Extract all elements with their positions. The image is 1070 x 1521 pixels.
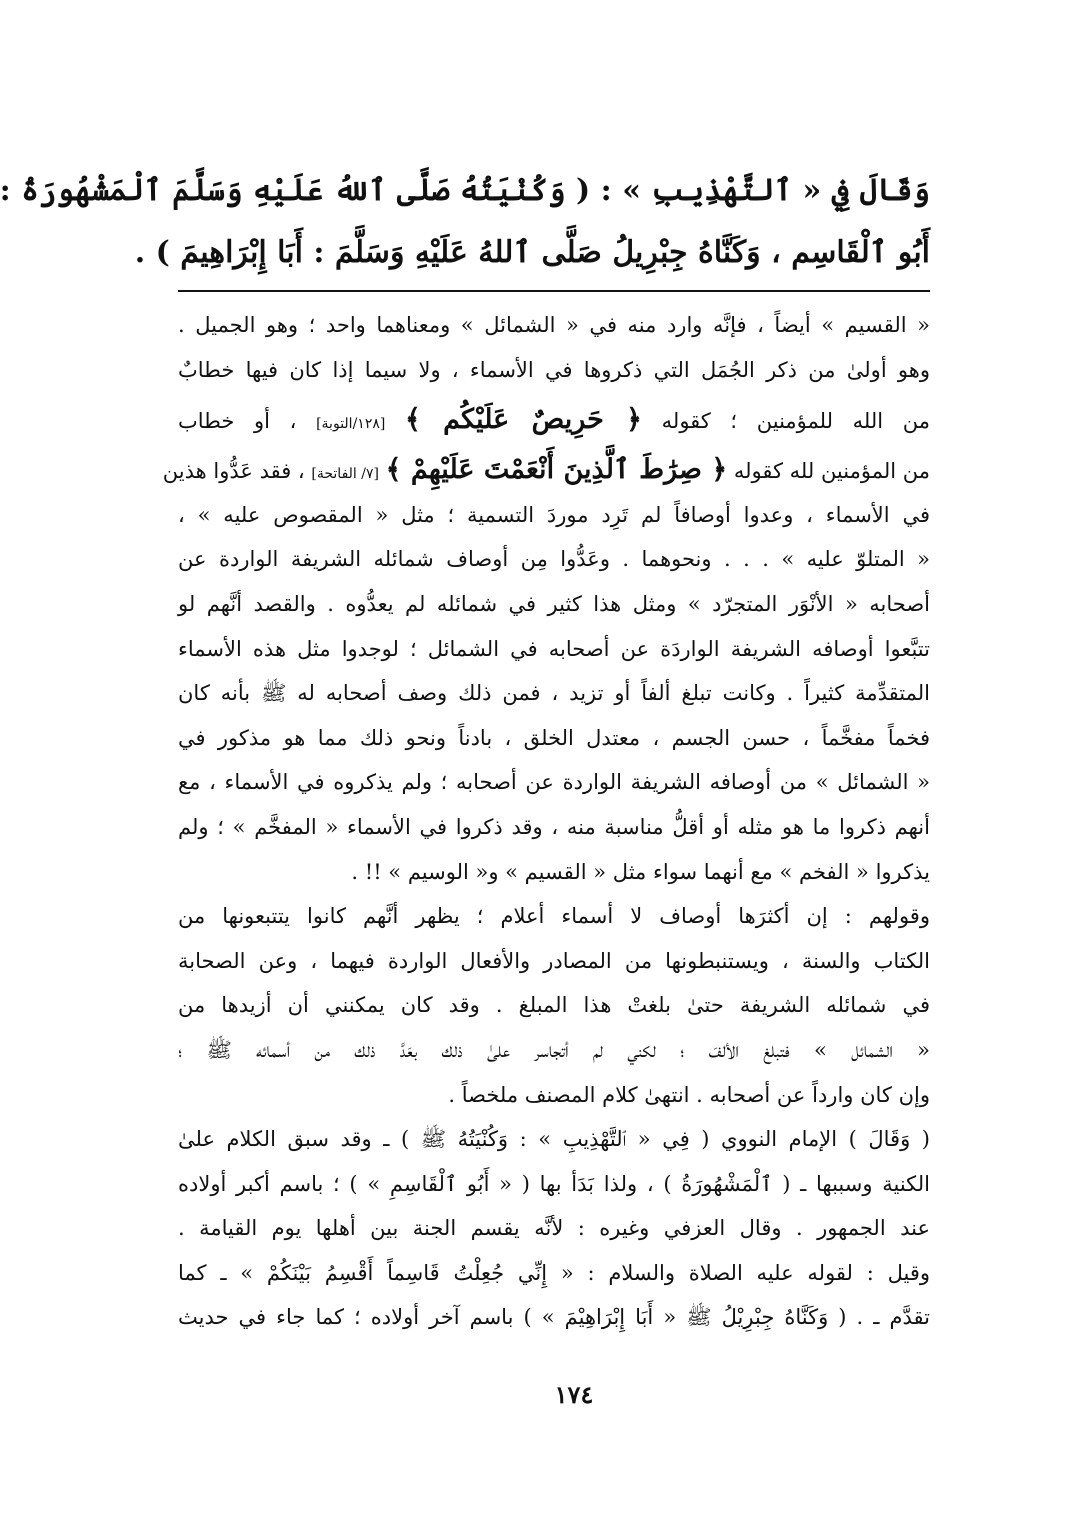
commentary-segment: ، أو خطاب bbox=[178, 409, 297, 434]
commentary-line: وقولهم : إن أكثرَها أوصاف لا أسماء أعلام ؛ يظهر أنَّهم كانوا يتتبعونها من bbox=[178, 904, 930, 929]
main-text-line: أَبُو ٱلْقَاسِم ، وَكَنَّاهُ جِبْرِيلُ صَلَّى ٱللهُ عَلَيْهِ وَسَلَّمَ : أَبَا إِبْرَاهِيمَ ) . bbox=[134, 235, 930, 270]
commentary-line: وإن كان وارداً عن أصحابه . انتهىٰ كلام المصنف ملخصاً . bbox=[448, 1082, 930, 1107]
quran-verse: ﴿ حَرِيصٌ عَلَيْكُم ﴾ bbox=[404, 404, 642, 436]
commentary-line: وهو أولىٰ من ذكر الجُمَل التي ذكروها في الأسماء ، ولا سيما إذا كان فيها خطابٌ bbox=[178, 357, 930, 382]
commentary-line: فخماً مفخَّماً ، حسن الجسم ، معتدل الخلق ، بادناً ونحو ذلك مما هو مذكور في bbox=[178, 725, 930, 750]
commentary-line bbox=[178, 392, 930, 448]
page-number: ١٧٤ bbox=[554, 1380, 594, 1409]
commentary-line: عند الجمهور . وقال العزفي وغيره : لأنَّه يقسم الجنة بين أهلها يوم القيامة . bbox=[178, 1216, 930, 1241]
commentary-line: تتبَّعوا أوصافه الشريفة الواردَة عن أصحابه في الشمائل ؛ لوجدوا مثل هذه الأسماء bbox=[178, 636, 930, 661]
commentary-line: في الأسماء ، وعدوا أوصافاً لم تَرِد موردَ التسمية ؛ مثل « المقصوص عليه » ، bbox=[178, 502, 930, 527]
commentary-line: تقدَّم ـ . ( وَكَنَّاهُ جِبْرِيْلُ ﷺ « أَبَا إِبْرَاهِيْمَ » ) باسم آخر أولاده ؛ كما جاء في حديث bbox=[178, 1305, 930, 1330]
commentary-segment: ، فقد عَدُّوا هذين bbox=[162, 459, 305, 484]
section-divider bbox=[178, 290, 930, 292]
commentary-line: في شمائله الشريفة حتىٰ بلغتْ هذا المبلغ . وقد كان يمكنني أن أزيدها من bbox=[178, 993, 930, 1018]
commentary-text bbox=[162, 303, 930, 1340]
commentary-line: الكتاب والسنة ، ويستنبطونها من المصادر والأفعال الواردة فيهما ، وعن الصحابة bbox=[178, 948, 930, 973]
commentary-line: الكنية وسببها ـ ( ٱلْمَشْهُورَةُ ) ، ولذا بَدَأ بها ( « أَبُو ٱلْقَاسِمِ » ) ؛ باسم أكبر أولاده bbox=[178, 1171, 930, 1196]
quran-verse: ﴿ صِرَٰطَ ٱلَّذِينَ أَنْعَمْتَ عَلَيْهِمْ ﴾ bbox=[385, 454, 728, 486]
main-text-line: وَقَالَ فِي « ٱلتَّهْذِيبِ » : ( وَكُنْيَتُهُ صَلَّى ٱللهُ عَلَيْهِ وَسَلَّمَ ٱلْمَشْهُورَةُ : bbox=[0, 173, 930, 208]
commentary-line: « القسيم » أيضاً ، فإنَّه وارد منه في « الشمائل » ومعناهما واحد ؛ وهو الجميل . bbox=[178, 313, 930, 337]
commentary-line: « الشمائل » فتبلغ الألفَ ؛ لكني لم أتجاسر علىٰ ذلك بعَدَّ ذلك من أسمائه ﷺ ؛ bbox=[178, 1037, 930, 1062]
main-text bbox=[0, 160, 930, 284]
commentary-line: أصحابه « الأنْوَر المتجرّد » ومثل هذا كثير في شمائله لم يعدُّوه . والقصد أنَّهم لو bbox=[178, 591, 930, 616]
commentary-segment: من الله للمؤمنين ؛ كقوله bbox=[661, 409, 930, 434]
commentary-line: يذكروا « الفخم » مع أنهما سواء مثل « القسيم » و« الوسيم » !! . bbox=[351, 859, 930, 884]
commentary-line bbox=[162, 448, 930, 493]
commentary-segment: من المؤمنين لله كقوله bbox=[733, 459, 930, 484]
commentary-line: « المتلوّ عليه » . . . ونحوهما . وعَدُّوا مِن أوصاف شمائله الشريفة الواردة عن bbox=[178, 547, 930, 572]
commentary-line: أنهم ذكروا ما هو مثله أو أقلُّ مناسبة منه ، وقد ذكروا في الأسماء « المفخَّم » ؛ ولم bbox=[178, 814, 930, 839]
commentary-line: « الشمائل » من أوصافه الشريفة الواردة عن أصحابه ؛ ولم يذكروه في الأسماء ، مع bbox=[178, 770, 930, 795]
verse-reference: [١٢٨/التوبة] bbox=[316, 416, 386, 433]
commentary-line: وقيل : لقوله عليه الصلاة والسلام : « إِنِّي جُعِلْتُ قَاسِماً أَقْسِمُ بَيْنَكُمْ » ـ كما bbox=[178, 1260, 930, 1285]
commentary-line: ( وَقَالَ ) الإمام النووي ( فِي « ٱلتَّهْذِيبِ » : وَكُنْيَتُهُ ﷺ ) ـ وقد سبق الكلام علىٰ bbox=[178, 1127, 930, 1152]
verse-reference: [٧/ الفاتحة] bbox=[311, 466, 379, 483]
commentary-line: المتقدِّمة كثيراً . وكانت تبلغ ألفاً أو تزيد ، فمن ذلك وصف أصحابه له ﷺ بأنه كان bbox=[178, 681, 930, 706]
